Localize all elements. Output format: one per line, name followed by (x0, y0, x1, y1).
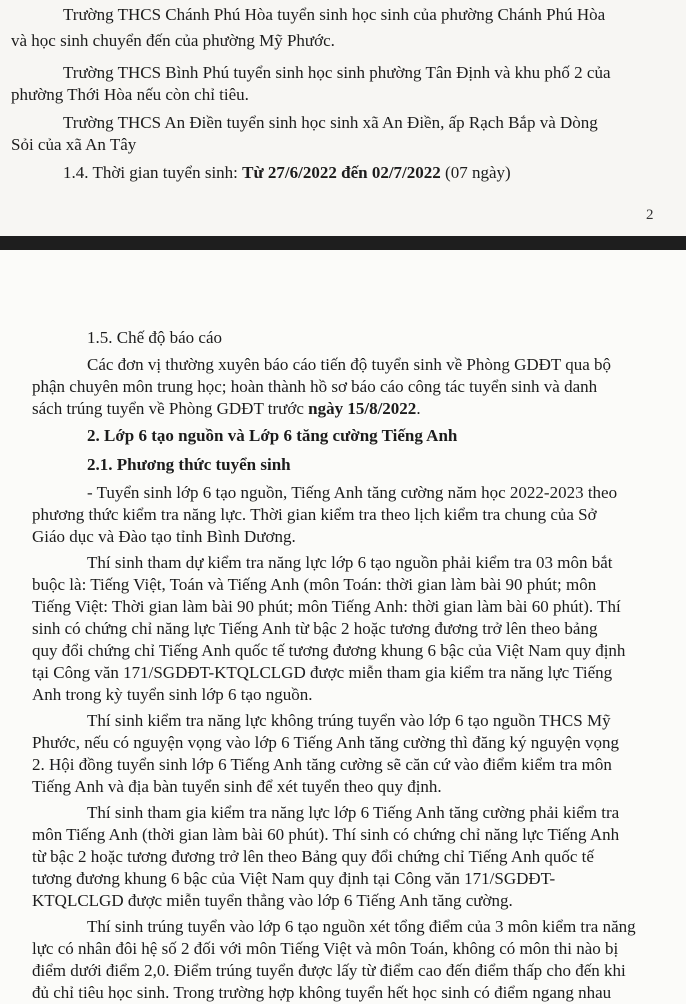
section-heading-2-1: 2.1. Phương thức tuyển sinh (87, 455, 291, 474)
previous-page-fragment (0, 0, 686, 236)
enrollment-time (63, 162, 511, 184)
text-line: Anh trong kỳ tuyển sinh lớp 6 tạo nguồn. (32, 685, 313, 704)
text-line: môn Tiếng Anh (thời gian làm bài 60 phút). Thí sinh có chứng chỉ năng lực Tiếng Anh (32, 825, 620, 844)
text-line: Thí sinh tham dự kiểm tra năng lực lớp 6 tạo nguồn phải kiểm tra 03 môn bắt (87, 553, 613, 572)
text-line: Các đơn vị thường xuyên báo cáo tiến độ tuyển sinh về Phòng GDĐT qua bộ (87, 355, 612, 374)
enrollment-time-label: 1.4. Thời gian tuyển sinh: (63, 163, 243, 182)
text-line: Thí sinh trúng tuyển vào lớp 6 tạo nguồn xét tổng điểm của 3 môn kiểm tra năng (87, 917, 636, 936)
text-line: Trường THCS Chánh Phú Hòa tuyển sinh học sinh của phường Chánh Phú Hòa (63, 5, 606, 24)
text-line: và học sinh chuyển đến của phường Mỹ Phước. (11, 31, 335, 50)
enrollment-time-suffix: (07 ngày) (440, 163, 511, 182)
text-line: tương đương khung 6 bậc của Việt Nam quy định tại Công văn 171/SGDĐT- (32, 869, 556, 888)
text-line: 2. Hội đồng tuyển sinh lớp 6 Tiếng Anh tăng cường sẽ căn cứ vào điểm kiểm tra môn (32, 755, 612, 774)
text-line: sinh có chứng chỉ năng lực Tiếng Anh từ bậc 2 hoặc tương đương trở lên theo bảng (32, 619, 598, 638)
text-line: Trường THCS Bình Phú tuyển sinh học sinh phường Tân Định và khu phố 2 của (63, 63, 611, 82)
report-deadline-line (32, 398, 421, 420)
current-page (0, 250, 686, 1004)
text-line: Tiếng Anh và địa bàn tuyển sinh để xét tuyển theo quy định. (32, 777, 442, 796)
text-line: từ bậc 2 hoặc tương đương trở lên theo Bảng quy đổi chứng chỉ Tiếng Anh quốc tế (32, 847, 594, 866)
text-line: Giáo dục và Đào tạo tỉnh Bình Dương. (32, 527, 296, 546)
report-date: ngày 15/8/2022 (308, 399, 417, 418)
text-line: tại Công văn 171/SGDĐT-KTQLCLGD được miễn tham gia kiểm tra năng lực Tiếng (32, 663, 613, 682)
page-separator (0, 236, 686, 250)
page-number: 2 (646, 207, 654, 223)
text-line: phận chuyên môn trung học; hoàn thành hồ sơ báo cáo công tác tuyển sinh và danh (32, 377, 598, 396)
text-line: Sỏi của xã An Tây (11, 135, 137, 154)
text-line: điểm dưới điểm 2,0. Điểm trúng tuyển được lấy từ điểm cao đến điểm thấp cho đến khi (32, 961, 626, 980)
text-line: Thí sinh kiểm tra năng lực không trúng tuyển vào lớp 6 tạo nguồn THCS Mỹ (87, 711, 611, 730)
text-line: Tiếng Việt: Thời gian làm bài 90 phút; môn Tiếng Anh: thời gian làm bài 60 phút). Thí (32, 597, 621, 616)
text-line: đủ chỉ tiêu học sinh. Trong trường hợp không tuyển hết học sinh có điểm ngang nhau (32, 983, 612, 1002)
text-line: quy đổi chứng chỉ Tiếng Anh quốc tế tương đương khung 6 bậc của Việt Nam quy định (32, 641, 626, 660)
text-line: phường Thới Hòa nếu còn chỉ tiêu. (11, 85, 249, 104)
text-line: Trường THCS An Điền tuyển sinh học sinh xã An Điền, ấp Rạch Bắp và Dòng (63, 113, 598, 132)
text-line: Phước, nếu có nguyện vọng vào lớp 6 Tiếng Anh tăng cường thì đăng ký nguyện vọng (32, 733, 619, 752)
text-line: KTQLCLGD được miễn tuyển thẳng vào lớp 6 Tiếng Anh tăng cường. (32, 891, 513, 910)
text-line: - Tuyển sinh lớp 6 tạo nguồn, Tiếng Anh tăng cường năm học 2022-2023 theo (87, 483, 618, 502)
text-line: lực có nhân đôi hệ số 2 đối với môn Tiếng Việt và môn Toán, không có môn thi nào bị (32, 939, 619, 958)
report-text: sách trúng tuyển về Phòng GDĐT trước (32, 399, 309, 418)
text-line: buộc là: Tiếng Việt, Toán và Tiếng Anh (môn Toán: thời gian làm bài 90 phút; môn (32, 575, 597, 594)
text-line: Thí sinh tham gia kiểm tra năng lực lớp 6 Tiếng Anh tăng cường phải kiểm tra (87, 803, 620, 822)
text-line: phương thức kiểm tra năng lực. Thời gian kiểm tra theo lịch kiểm tra chung của Sở (32, 505, 597, 524)
section-heading-1-5: 1.5. Chế độ báo cáo (87, 328, 223, 347)
report-end: . (416, 399, 421, 418)
enrollment-time-value: Từ 27/6/2022 đến 02/7/2022 (242, 163, 441, 182)
section-heading-2: 2. Lớp 6 tạo nguồn và Lớp 6 tăng cường Tiếng Anh (87, 426, 458, 445)
